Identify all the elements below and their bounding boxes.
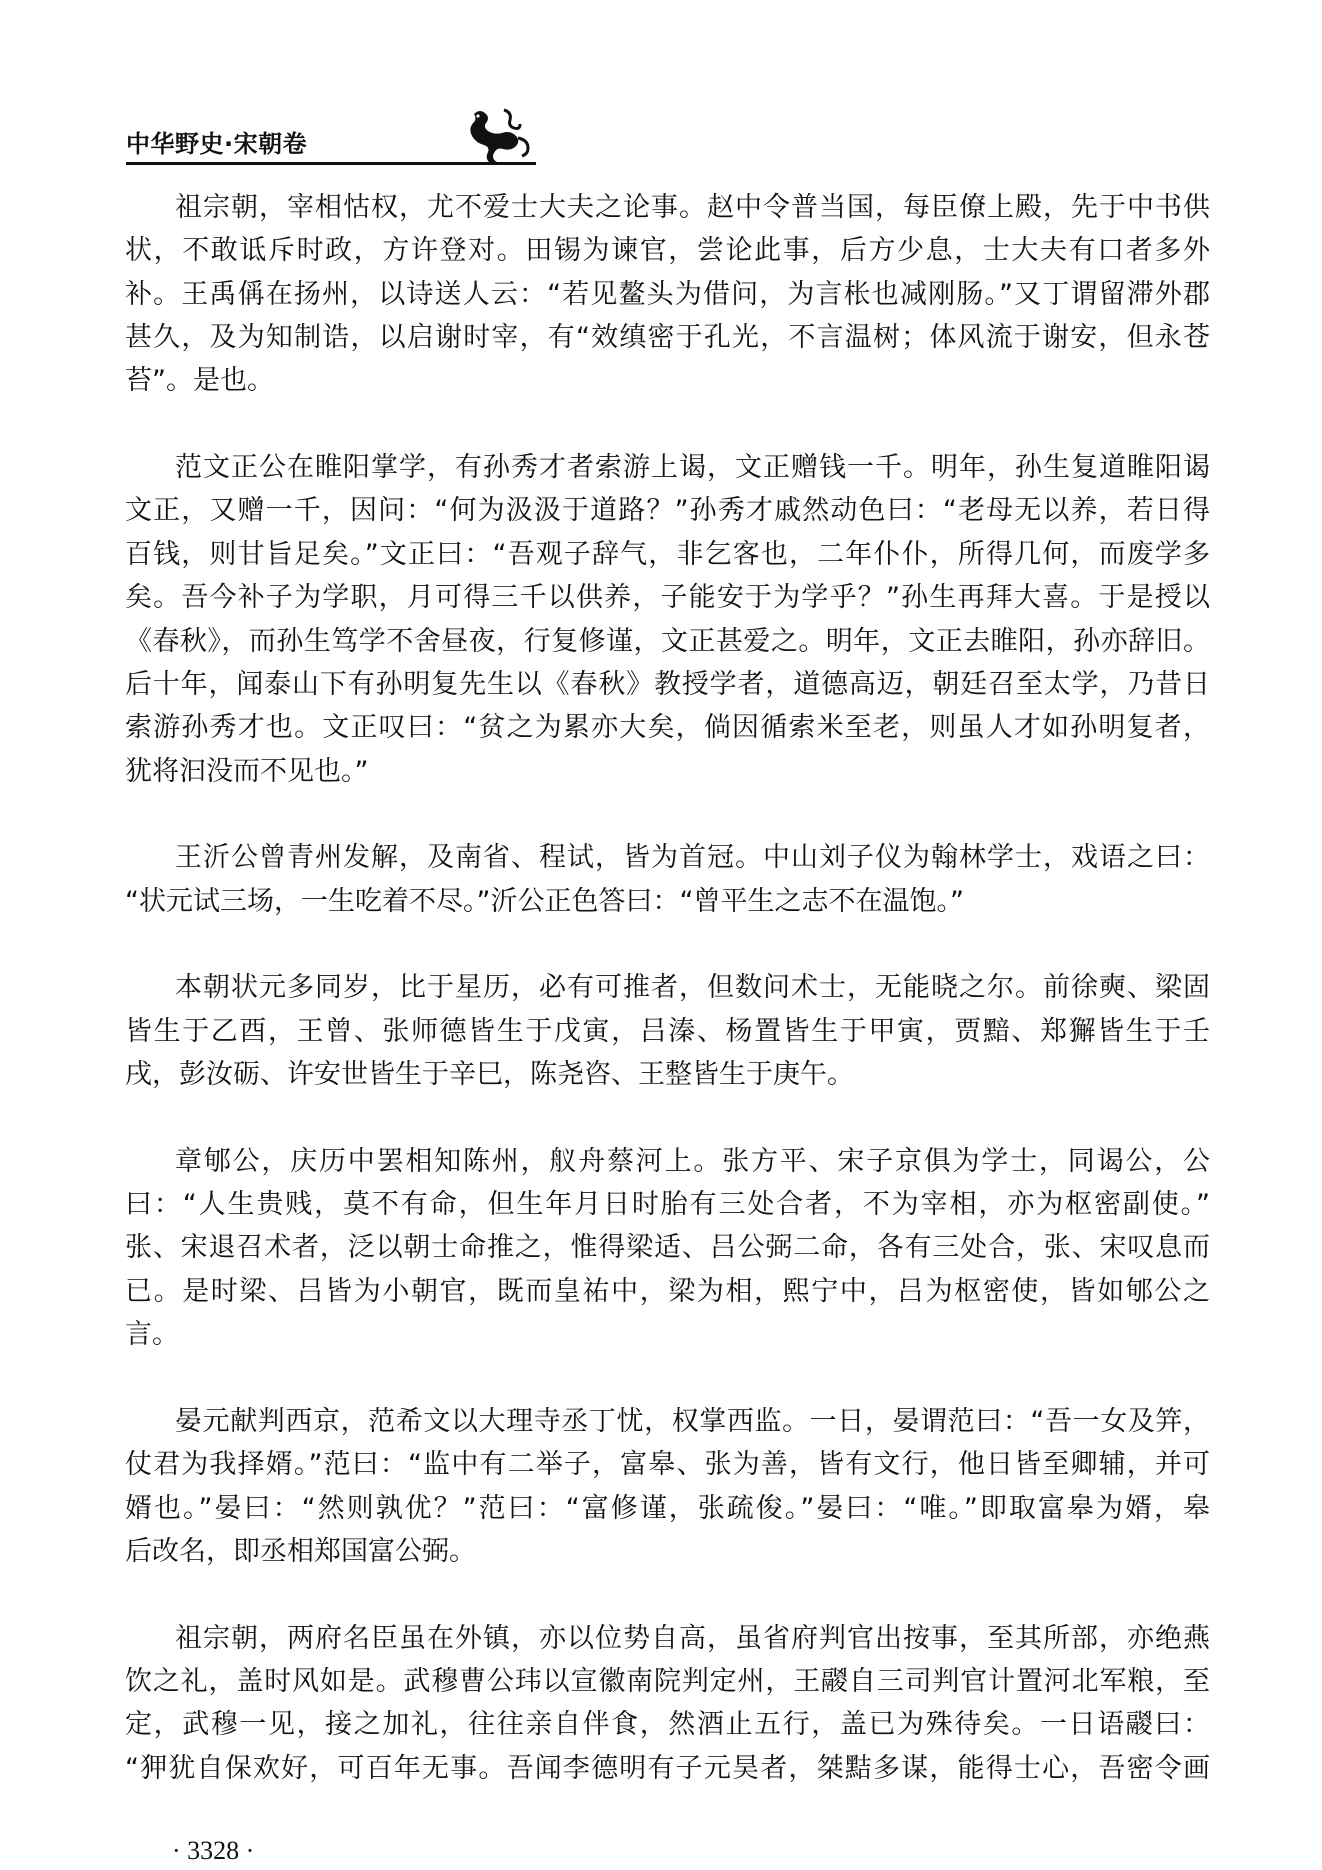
text-line: 张、宋退召术者，泛以朝士命推之，惟得梁适、吕公弼二命，各有三处合，张、宋叹息而: [125, 1232, 1210, 1264]
text-line: 祖宗朝，宰相怙权，尤不爱士大夫之论事。赵中令普当国，每臣僚上殿，先于中书供: [175, 192, 1210, 223]
text-line: 索游孙秀才也。文正叹曰：“贫之为累亦大矣，倘因循索米至老，则虽人才如孙明复者，: [125, 712, 1210, 744]
text-line: 甚久，及为知制诰，以启谢时宰，有“效缜密于孔光，不言温树；体风流于谢安，但永苍: [125, 322, 1210, 354]
text-line: 矣。吾今补子为学职，月可得三千以供养，子能安于为学乎？”孙生再拜大喜。于是授以: [125, 582, 1210, 614]
page-number: · 3328 ·: [172, 1836, 255, 1865]
text-line: 范文正公在睢阳掌学，有孙秀才者索游上谒，文正赠钱一千。明年，孙生复道睢阳谒: [175, 452, 1210, 484]
text-line: 婿也。”晏曰：“然则孰优？”范曰：“富修谨，张疏俊。”晏曰：“唯。”即取富皋为婿，皋: [125, 1492, 1210, 1524]
text-line: 章郇公，庆历中罢相知陈州，舣舟蔡河上。张方平、宋子京俱为学士，同谒公，公: [175, 1145, 1210, 1177]
text-line: 王沂公曾青州发解，及南省、程试，皆为首冠。中山刘子仪为翰林学士，戏语之曰：: [175, 842, 1210, 874]
text-line: 祖宗朝，两府名臣虽在外镇，亦以位势自高，虽省府判官出按事，至其所部，亦绝燕: [175, 1622, 1210, 1654]
text-line: 定，武穆一见，接之加礼，往往亲自伴食，然酒止五行，盖已为殊待矣。一日语鬷曰：: [125, 1709, 1210, 1741]
text-line: 补。王禹偁在扬州，以诗送人云：“若见鳌头为借问，为言枨也减刚肠。”又丁谓留滞外郡: [125, 278, 1210, 310]
text-line: 后改名，即丞相郑国富公弼。: [125, 1535, 476, 1567]
running-head: 中华野史·宋朝卷: [126, 130, 308, 158]
text-line: 犹将汩没而不见也。”: [125, 755, 369, 787]
text-line: 言。: [125, 1319, 179, 1351]
text-line: “狎犹自保欢好，可百年无事。吾闻李德明有子元昊者，桀黠多谋，能得士心，吾密令画: [125, 1752, 1210, 1784]
text-line: 皆生于乙酉，王曾、张师德皆生于戊寅，吕溱、杨置皆生于甲寅，贾黯、郑獬皆生于壬: [125, 1015, 1210, 1047]
text-line: 晏元献判西京，范希文以大理寺丞丁忧，权掌西监。一日，晏谓范曰：“吾一女及笄，: [175, 1405, 1210, 1437]
text-line: 苔”。是也。: [125, 365, 274, 397]
text-line: 饮之礼，盖时风如是。武穆曹公玮以宣徽南院判定州，王鬷自三司判官计置河北军粮，至: [125, 1665, 1210, 1697]
text-line: 《春秋》，而孙生笃学不舍昼夜，行复修谨，文正甚爱之。明年，文正去睢阳，孙亦辞旧。: [125, 625, 1210, 657]
text-line: “状元试三场，一生吃着不尽。”沂公正色答曰：“曾平生之志不在温饱。”: [125, 885, 964, 917]
text-line: 曰：“人生贵贱，莫不有命，但生年月日时胎有三处合者，不为宰相，亦为枢密副使。”: [125, 1189, 1210, 1221]
text-line: 后十年，闻泰山下有孙明复先生以《春秋》教授学者，道德高迈，朝廷召至太学，乃昔日: [125, 668, 1210, 700]
text-line: 文正，又赠一千，因问：“何为汲汲于道路？”孙秀才戚然动色曰：“老母无以养，若日得: [125, 495, 1210, 527]
text-line: 仗君为我择婿。”范曰：“监中有二举子，富皋、张为善，皆有文行，他日皆至卿辅，并可: [125, 1449, 1210, 1481]
text-line: 本朝状元多同岁，比于星历，必有可推者，但数问术士，无能晓之尔。前徐奭、梁固: [175, 972, 1210, 1004]
dragon-emblem-icon: [460, 108, 532, 164]
text-line: 百钱，则甘旨足矣。”文正曰：“吾观子辞气，非乞客也，二年仆仆，所得几何，而废学多: [125, 538, 1210, 570]
text-line: 已。是时梁、吕皆为小朝官，既而皇祐中，梁为相，熙宁中，吕为枢密使，皆如郇公之: [125, 1275, 1210, 1307]
text-line: 戌，彭汝砺、许安世皆生于辛巳，陈尧咨、王整皆生于庚午。: [125, 1059, 854, 1090]
text-line: 状，不敢诋斥时政，方许登对。田锡为谏官，尝论此事，后方少息，士大夫有口者多外: [125, 235, 1210, 267]
header-rule: [126, 162, 536, 165]
